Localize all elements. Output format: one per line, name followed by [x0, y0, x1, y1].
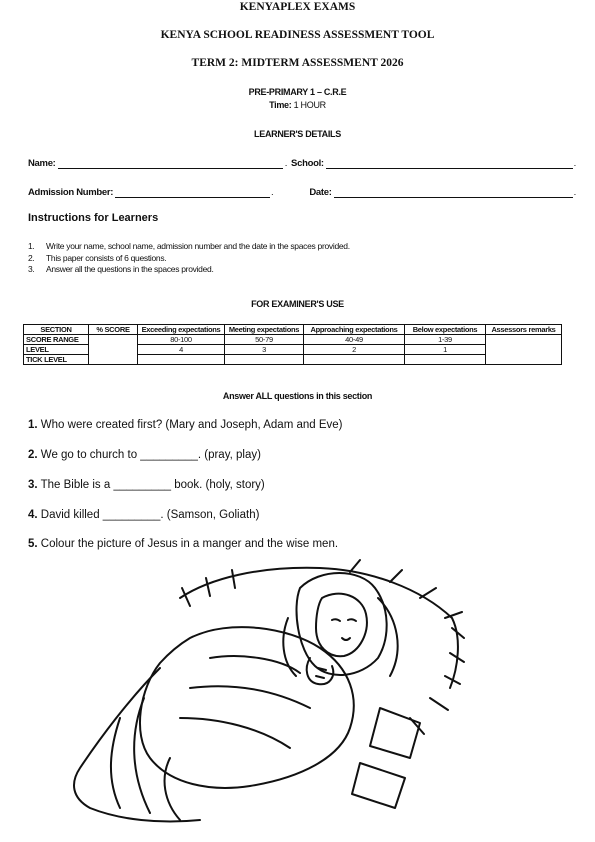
instruction-item: 3. Answer all the questions in the spaces provided. — [28, 264, 214, 274]
learner-details-title: LEARNER'S DETAILS — [254, 129, 341, 139]
row-label: TICK LEVEL — [24, 355, 89, 365]
school-field[interactable] — [326, 159, 573, 169]
table-header-row — [24, 325, 562, 335]
table-header-cell: Assessors remarks — [486, 325, 562, 335]
term-title: TERM 2: MIDTERM ASSESSMENT 2026 — [191, 57, 404, 69]
examiner-table — [23, 324, 562, 365]
table-header-cell: % SCORE — [89, 325, 138, 335]
table-header-cell: SECTION — [24, 325, 89, 335]
score-cell[interactable] — [89, 335, 138, 365]
row-label: LEVEL — [24, 345, 89, 355]
table-cell: 50-79 — [225, 335, 304, 345]
school-label: School: — [291, 158, 324, 169]
exam-org-title: KENYAPLEX EXAMS — [239, 1, 356, 13]
question-4: 4. David killed _________. (Samson, Goliath) — [28, 509, 260, 521]
table-cell: 3 — [225, 345, 304, 355]
instruction-item: 2. This paper consists of 6 questions. — [28, 252, 167, 263]
table-header-cell: Approaching expectations — [304, 325, 405, 335]
admission-number-label: Admission Number: — [28, 187, 114, 198]
admission-number-field[interactable] — [115, 188, 270, 198]
table-header-cell: Below expectations — [405, 325, 486, 335]
question-3: 3. The Bible is a _________ book. (holy, story) — [28, 479, 265, 491]
examiner-use-title: FOR EXAMINER'S USE — [251, 299, 344, 309]
name-field[interactable] — [58, 159, 283, 169]
admission-date-row: Admission Number: . Date: . — [28, 187, 576, 198]
remarks-cell[interactable] — [486, 335, 562, 365]
tick-cell[interactable] — [138, 355, 225, 365]
tick-cell[interactable] — [405, 355, 486, 365]
table-cell: 2 — [304, 345, 405, 355]
question-1: 1. Who were created first? (Mary and Joseph, Adam and Eve) — [28, 419, 343, 431]
section-instruction: Answer ALL questions in this section — [222, 391, 373, 401]
instructions-title: Instructions for Learners — [28, 212, 159, 224]
name-school-row: Name: . School: . — [28, 158, 576, 169]
table-cell: 4 — [138, 345, 225, 355]
assessment-tool-title: KENYA SCHOOL READINESS ASSESSMENT TOOL — [160, 29, 435, 41]
table-header-cell: Exceeding expectations — [138, 325, 225, 335]
table-cell: 80-100 — [138, 335, 225, 345]
tick-cell[interactable] — [225, 355, 304, 365]
table-header-cell: Meeting expectations — [225, 325, 304, 335]
instructions-list — [28, 241, 350, 276]
baby-jesus-manger-picture[interactable] — [60, 558, 470, 830]
date-field[interactable] — [334, 188, 573, 198]
name-label: Name: — [28, 158, 56, 169]
table-cell: 1 — [405, 345, 486, 355]
table-row — [24, 335, 562, 345]
instruction-item: 1. Write your name, school name, admission number and the date in the spaces provided. — [28, 241, 350, 251]
tick-cell[interactable] — [304, 355, 405, 365]
subject-title: PRE-PRIMARY 1 – C.R.E — [248, 87, 347, 97]
time-value: 1 HOUR — [293, 100, 326, 110]
time-line — [0, 100, 595, 110]
date-label: Date: — [309, 187, 332, 198]
question-2: 2. We go to church to _________. (pray, play) — [28, 449, 261, 461]
row-label: SCORE RANGE — [24, 335, 89, 345]
question-5: 5. Colour the picture of Jesus in a manger and the wise men. — [28, 538, 339, 550]
time-label: Time: — [269, 100, 292, 110]
table-cell: 1-39 — [405, 335, 486, 345]
table-cell: 40-49 — [304, 335, 405, 345]
